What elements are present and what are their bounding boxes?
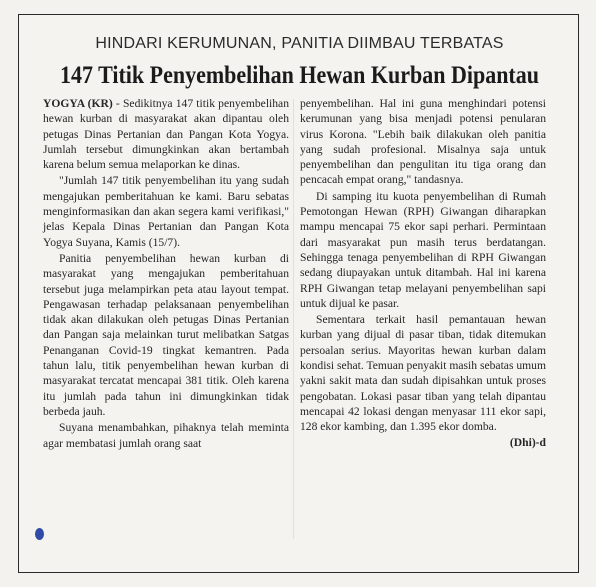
paragraph-7-text: Sementara terkait hasil pemantauan hewan kurban yang dijual di pasar tiban, tidak ditemukan persoalan serius. Mayoritas hewan kurban dalam kondisi sehat. Temuan penyakit masih sebatas umum yakni sakit mata dan sudah dipisahkan untuk proses pengobatan. Lokasi pasar tiban yang telah dipantau mencapai 42 lokasi dengan menyasar 111 ekor sapi, 128 ekor kambing, dan 1.395 ekor domba. bbox=[300, 313, 546, 434]
byline: (Dhi)-d bbox=[509, 435, 546, 449]
paragraph-4: Suyana menambahkan, pihaknya telah meminta agar membatasi jumlah orang saat bbox=[43, 421, 289, 450]
paragraph-3: Panitia penyembelihan hewan kurban di masyarakat yang mengajukan pemberitahuan tersebut juga melampirkan peta atau layout tempat. Pengawasan terhadap pelaksanaan penyembelihan tidak akan dilakukan oleh petugas Dinas Pertanian dan Pangan saja melainkan turut melibatkan Satgas Penanganan Covid-19 tingkat kemantren. Pada tahun lalu, titik penyembelihan hewan kurban di masyarakat tercatat mencapai 381 titik. Oleh karena itu jumlah pada tahun ini dimungkinkan tidak berbeda jauh. bbox=[43, 251, 289, 418]
ink-mark bbox=[35, 528, 44, 540]
paragraph-1 bbox=[43, 96, 289, 172]
dateline: YOGYA (KR) bbox=[43, 97, 113, 110]
paragraph-5: penyembelihan. Hal ini guna menghindari potensi kerumunan yang bisa menjadi potensi penularan virus Korona. "Lebih baik dilakukan oleh panitia yang sudah profesional. Misalnya saja untuk penyembelihan dan pengulitan itu tiga orang dan pencacah empat orang," tandasnya. bbox=[300, 97, 546, 187]
paragraph-1-text: - Sedikitnya 147 titik penyembelihan hewan kurban di masyarakat akan dipantau oleh petugas Dinas Pertanian dan Pangan Kota Yogya. Jumlah tersebut dimungkinkan akan bertambah karena belum semua melaporkan ke dinas. bbox=[43, 97, 289, 172]
article-kicker: HINDARI KERUMUNAN, PANITIA DIIMBAU TERBATAS bbox=[95, 35, 504, 52]
paragraph-2: "Jumlah 147 titik penyembelihan itu yang sudah mengajukan pemberitahuan ke kami. Baru sebatas menginformasikan dan akan segera kami verifikasi," jelas Kepala Dinas Pertanian dan Pangan Kota Yogya Suyana, Kamis (15/7). bbox=[43, 174, 289, 249]
column-divider bbox=[293, 99, 294, 539]
article-headline: 147 Titik Penyembelihan Hewan Kurban Dipantau bbox=[59, 62, 539, 89]
paragraph-7 bbox=[300, 312, 546, 449]
article-column-left bbox=[43, 96, 289, 451]
article-column-right bbox=[300, 96, 546, 450]
paragraph-6: Di samping itu kuota penyembelihan di Rumah Pemotongan Hewan (RPH) Giwangan diharapkan mampu mencapai 75 ekor sapi perhari. Permintaan dari masyarakat pun masih terus berdatangan. Sehingga tenaga penyembelihan di RPH Giwangan sedang diupayakan untuk ditambah. Hal ini karena RPH Giwangan tetap melayani penyembelihan sapi untuk dijual ke pasar. bbox=[300, 189, 546, 310]
